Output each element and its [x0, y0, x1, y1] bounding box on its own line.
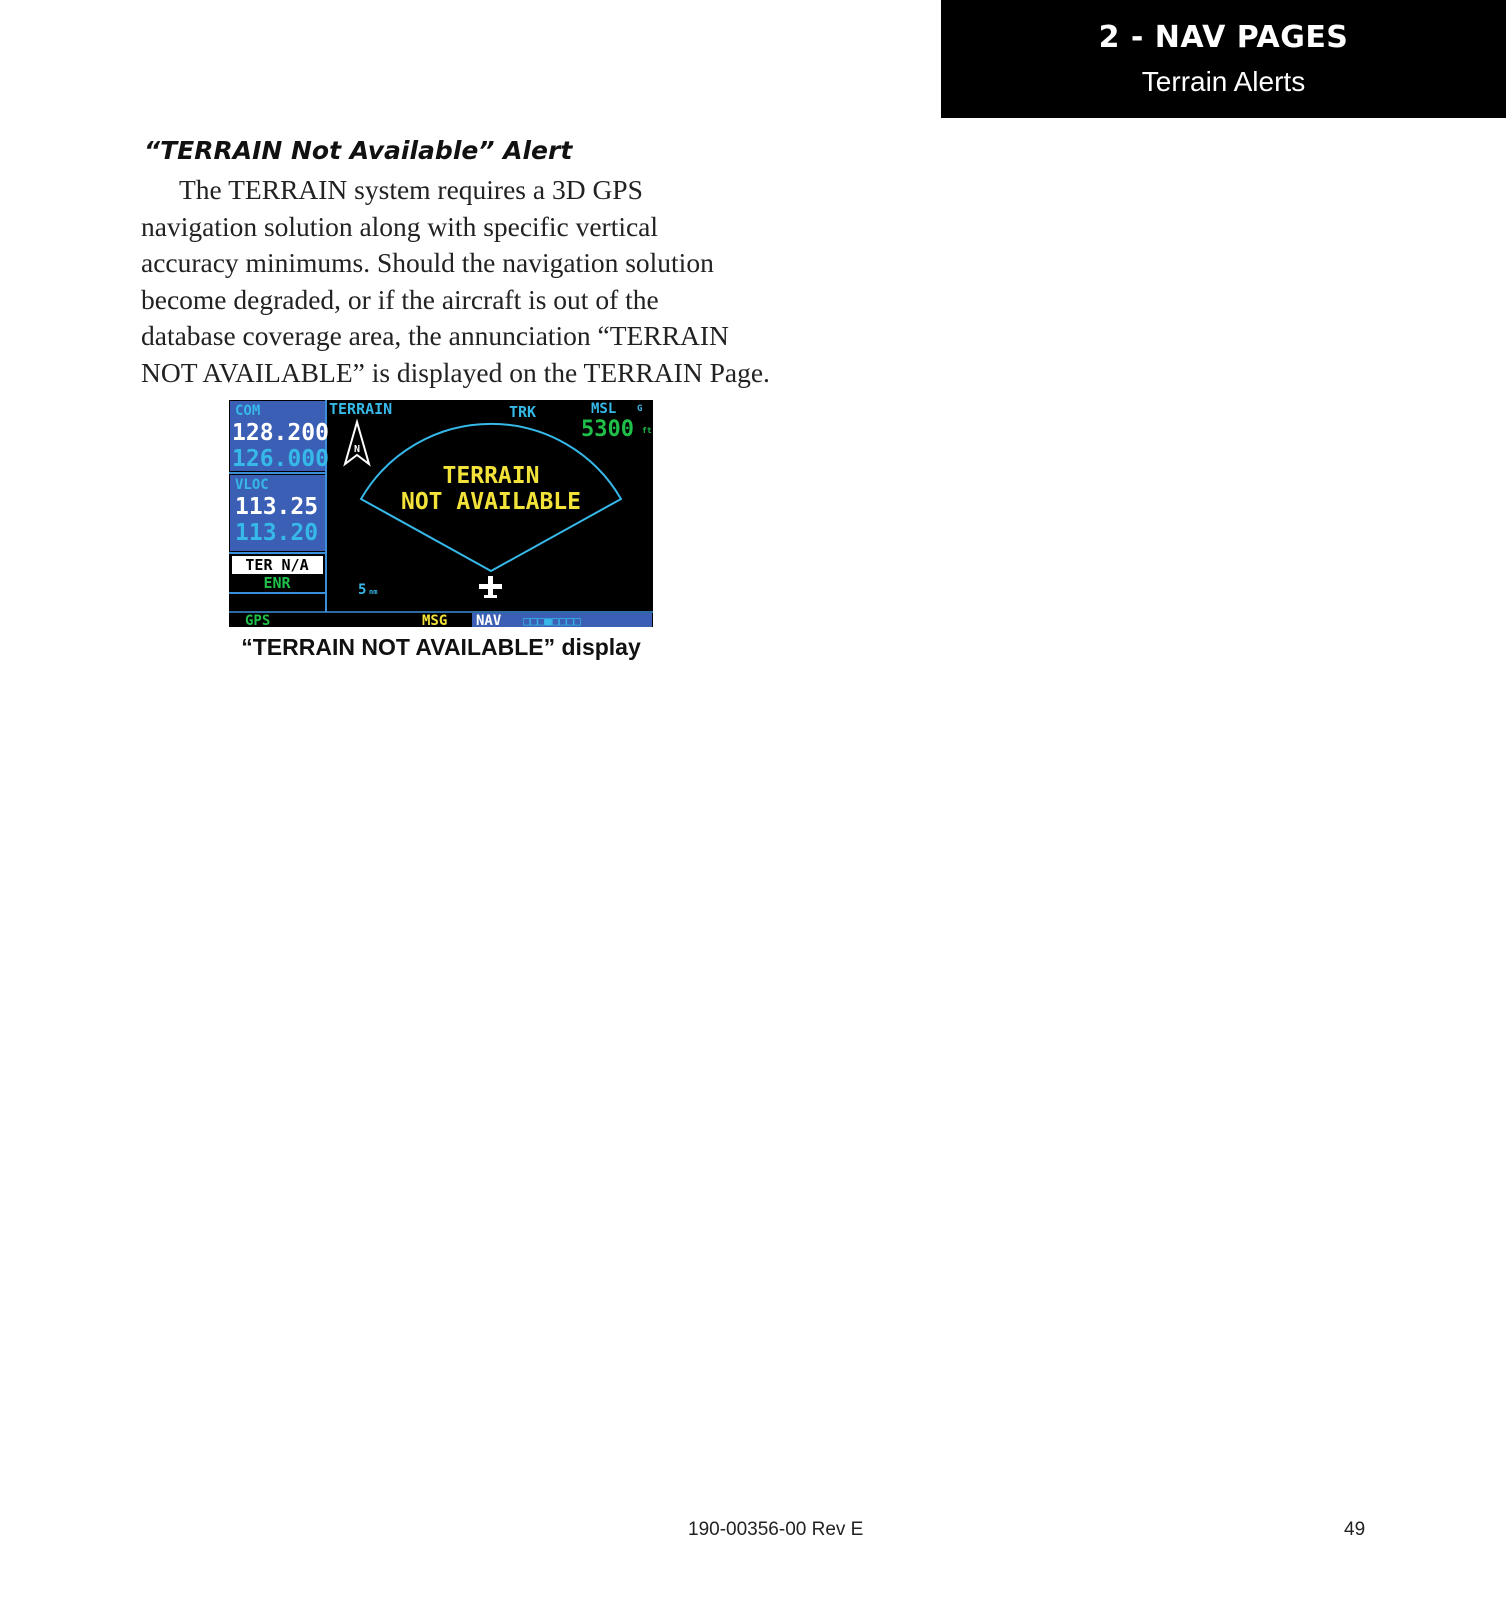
com-standby-frequency: 126.000	[232, 446, 329, 472]
msl-altitude-unit: ft	[642, 426, 652, 435]
com-label: COM	[235, 403, 261, 419]
section-title: 2 - NAV PAGES	[1098, 20, 1349, 55]
document-number: 190-00356-00 Rev E	[688, 1519, 864, 1540]
msl-gps-indicator: G	[637, 404, 643, 414]
body-line: NOT AVAILABLE” is displayed on the TERRAIN Page.	[141, 356, 770, 388]
section-header-tab	[941, 0, 1506, 118]
body-line: accuracy minimums. Should the navigation solution	[141, 247, 714, 279]
trk-label: TRK	[509, 403, 537, 421]
body-line: The TERRAIN system requires a 3D GPS	[179, 174, 643, 205]
range-unit: nm	[369, 588, 378, 596]
body-paragraph	[141, 172, 770, 392]
page-number: 49	[1344, 1519, 1366, 1540]
gps-annunciator: GPS	[245, 613, 271, 627]
vloc-active-frequency: 113.25	[235, 494, 319, 520]
terrain-alert-line1: TERRAIN	[442, 463, 540, 489]
gps-terrain-screen	[229, 400, 653, 627]
body-line: become degraded, or if the aircraft is out of the	[141, 283, 659, 315]
vloc-standby-frequency: 113.20	[235, 520, 319, 546]
body-line: database coverage area, the annunciation “TERRAIN	[141, 320, 729, 352]
vloc-label: VLOC	[235, 477, 269, 493]
nav-page-label: NAV	[476, 613, 502, 627]
msg-annunciator: MSG	[422, 613, 448, 627]
terrain-alert-line2: NOT AVAILABLE	[400, 489, 582, 515]
body-line: navigation solution along with specific vertical	[141, 210, 659, 242]
figure-caption: “TERRAIN NOT AVAILABLE” display	[241, 634, 641, 660]
page-indicator: □□□■□□□□	[523, 614, 581, 627]
alert-heading: “TERRAIN Not Available” Alert	[144, 136, 573, 165]
enr-annunciator: ENR	[263, 574, 291, 592]
subsection-title: Terrain Alerts	[1141, 66, 1306, 97]
ter-status-text: TER N/A	[245, 556, 309, 574]
com-active-frequency: 128.200	[232, 420, 329, 446]
terrain-page-title: TERRAIN	[329, 400, 393, 418]
range-value: 5	[358, 582, 367, 598]
msl-label: MSL	[591, 401, 617, 417]
north-letter: N	[353, 444, 361, 455]
msl-altitude-value: 5300	[581, 417, 634, 442]
